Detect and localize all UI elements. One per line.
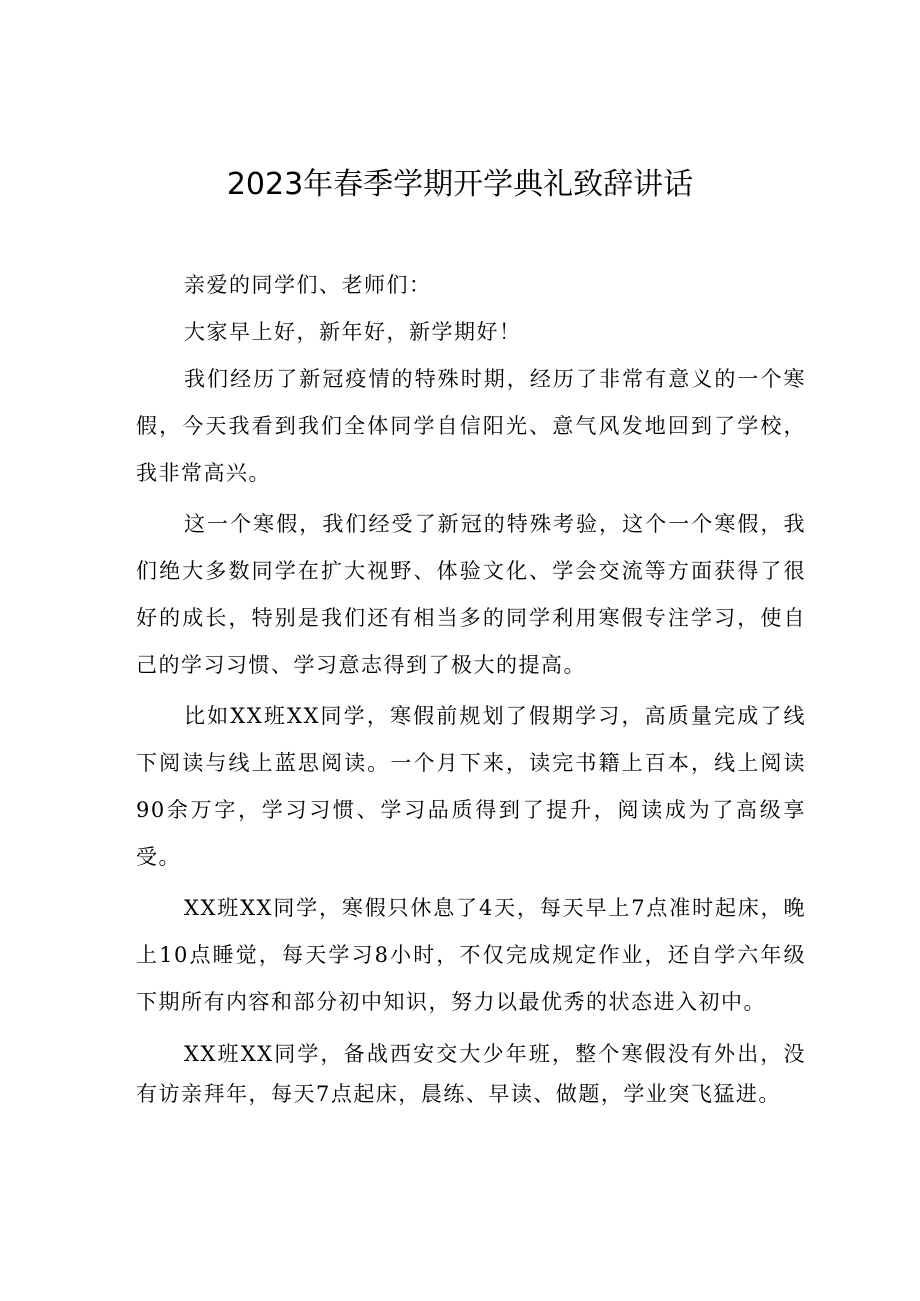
paragraph: 这一个寒假，我们经受了新冠的特殊考验，这个一个寒假，我们绝大多数同学在扩大视野、体验文化、学会交流等方面获得了很好的成长，特别是我们还有相当多的同学利用寒假专注学习，使自己的学习习惯、学习意志得到了极大的提高。 [136, 512, 806, 677]
paragraph: XX班XX同学，寒假只休息了4天，每天早上7点准时起床，晚上10点睡觉，每天学习8小时，不仅完成规定作业，还自学六年级下期所有内容和部分初中知识，努力以最优秀的状态进入初中。 [136, 896, 806, 1014]
document-title: 2023年春季学期开学典礼致辞讲话 [226, 167, 694, 202]
greeting: 大家早上好，新年好，新学期好！ [184, 320, 522, 344]
document-body [136, 262, 806, 1114]
paragraph: 我们经历了新冠疫情的特殊时期，经历了非常有意义的一个寒假，今天我看到我们全体同学自信阳光、意气风发地回到了学校，我非常高兴。 [136, 367, 806, 485]
paragraph: XX班XX同学，备战西安交大少年班，整个寒假没有外出，没有访亲拜年，每天7点起床，晨练、早读、做题，学业突飞猛进。 [136, 1042, 806, 1106]
salutation: 亲爱的同学们、老师们： [184, 273, 432, 297]
paragraph: 比如XX班XX同学，寒假前规划了假期学习，高质量完成了线下阅读与线上蓝思阅读。一个月下来，读完书籍上百本，线上阅读90余万字，学习习惯、学习品质得到了提升，阅读成为了高级享受。 [136, 704, 806, 869]
